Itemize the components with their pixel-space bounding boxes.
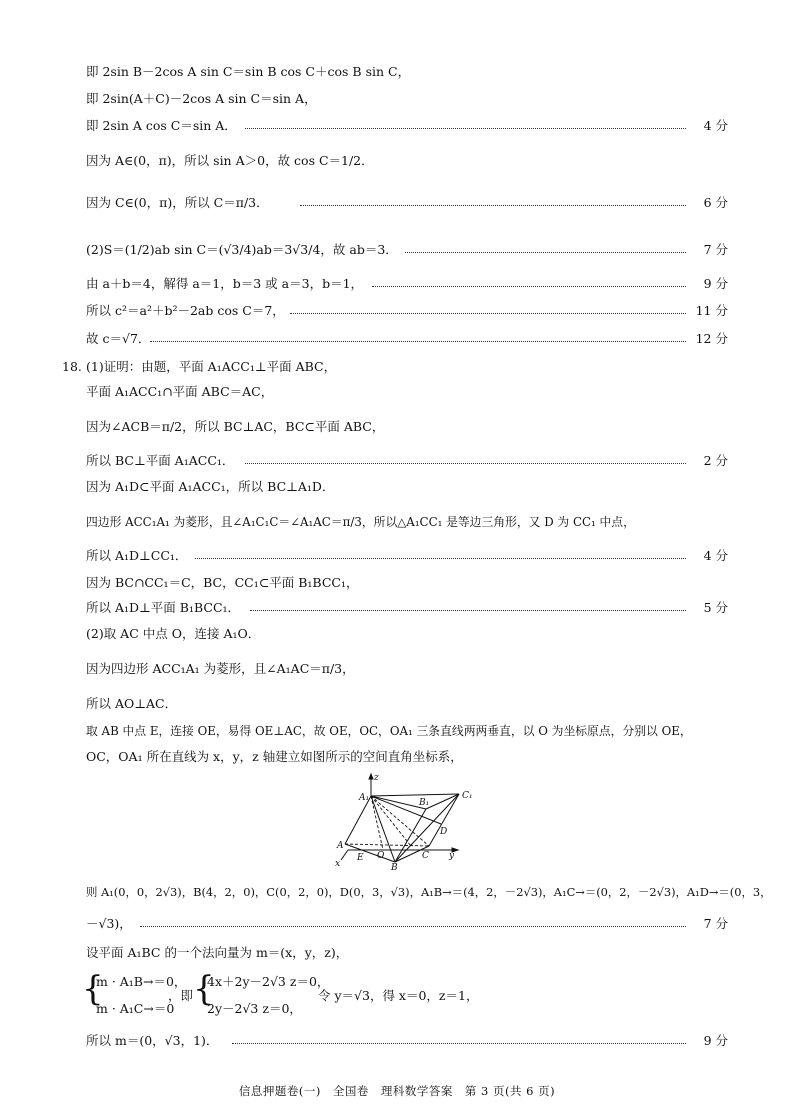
line-26: 设平面 A₁BC 的一个法向量为 m＝(x，y，z)， <box>86 945 349 960</box>
fig-label-e: E <box>357 853 364 863</box>
fig-label-o: O <box>377 851 385 861</box>
fig-label-c: C <box>422 851 429 861</box>
line-27: 所以 m＝(0，√3，1)． <box>86 1033 219 1048</box>
system-left-top: m · A₁B→＝0， <box>96 974 187 989</box>
line-8: 所以 c²＝a²＋b²－2ab cos C＝7， <box>86 303 285 318</box>
fig-label-b1: B₁ <box>419 798 430 808</box>
score-9b: 9 分 <box>703 1033 728 1048</box>
line-1: 即 2sin B－2cos A sin C＝sin B cos C＋cos B sin C， <box>86 64 411 79</box>
fig-label-a1: A₁ <box>359 793 370 803</box>
fig-label-b: B <box>391 863 398 873</box>
dot-leader <box>290 313 686 314</box>
dot-leader <box>195 558 686 559</box>
geometry-figure <box>333 772 483 873</box>
line-14: 因为 A₁D⊂平面 A₁ACC₁，所以 BC⊥A₁D． <box>86 479 335 494</box>
score-6: 6 分 <box>703 195 728 210</box>
line-18: 所以 A₁D⊥平面 B₁BCC₁． <box>86 600 241 615</box>
line-23: OC，OA₁ 所在直线为 x，y，z 轴建立如图所示的空间直角坐标系， <box>86 749 463 764</box>
line-10: (1)证明：由题，平面 A₁ACC₁⊥平面 ABC， <box>86 359 337 374</box>
dot-leader <box>245 463 686 464</box>
score-4b: 4 分 <box>703 548 728 563</box>
score-7b: 7 分 <box>703 916 728 931</box>
fig-label-a: A <box>337 841 344 851</box>
line-7: 由 a＋b＝4，解得 a＝1，b＝3 或 a＝3，b＝1， <box>86 276 364 291</box>
line-21: 所以 AO⊥AC． <box>86 696 178 711</box>
fig-label-z: z <box>374 773 379 783</box>
dot-leader <box>405 252 686 253</box>
page-footer: 信息押题卷(一) 全国卷 理科数学答案 第 3 页(共 6 页) <box>238 1084 556 1098</box>
system-right-top: 4x＋2y－2√3 z＝0， <box>207 974 330 989</box>
fig-label-x: x <box>335 859 341 869</box>
line-25: －√3)， <box>86 916 132 931</box>
line-16: 所以 A₁D⊥CC₁． <box>86 548 188 563</box>
score-12: 12 分 <box>695 331 728 346</box>
line-3: 即 2sin A cos C＝sin A． <box>86 118 237 133</box>
fig-label-d: D <box>440 827 448 837</box>
score-9: 9 分 <box>703 276 728 291</box>
line-20: 因为四边形 ACC₁A₁ 为菱形，且∠A₁AC＝π/3， <box>86 661 355 676</box>
problem-number: 18. <box>62 359 82 374</box>
line-13: 所以 BC⊥平面 A₁ACC₁． <box>86 453 235 468</box>
dot-leader <box>140 926 686 927</box>
dot-leader <box>245 128 686 129</box>
score-4: 4 分 <box>703 118 728 133</box>
dot-leader <box>250 610 686 611</box>
line-9: 故 c＝√7． <box>86 331 151 346</box>
fig-label-c1: C₁ <box>462 791 473 801</box>
score-11: 11 分 <box>695 303 728 318</box>
line-11: 平面 A₁ACC₁∩平面 ABC＝AC， <box>86 384 274 399</box>
dot-leader <box>372 286 686 287</box>
system-left-bottom: m · A₁C→＝0 <box>96 1001 175 1016</box>
line-17: 因为 BC∩CC₁＝C，BC，CC₁⊂平面 B₁BCC₁， <box>86 575 359 590</box>
line-22: 取 AB 中点 E，连接 OE，易得 OE⊥AC，故 OE，OC，OA₁ 三条直线两两垂直，以 O 为坐标原点，分别以 OE， <box>86 724 692 738</box>
dot-leader <box>232 1043 686 1044</box>
left-brace: { <box>82 969 104 1009</box>
score-2: 2 分 <box>703 453 728 468</box>
line-19: (2)取 AC 中点 O，连接 A₁O． <box>86 626 261 641</box>
line-2: 即 2sin(A＋C)－2cos A sin C＝sin A， <box>86 91 317 106</box>
right-brace: { <box>193 969 215 1009</box>
score-7: 7 分 <box>703 242 728 257</box>
fig-label-y: y <box>449 851 455 861</box>
line-4: 因为 A∈(0，π)，所以 sin A＞0，故 cos C＝1/2． <box>86 153 374 168</box>
line-5: 因为 C∈(0，π)，所以 C＝π/3． <box>86 195 269 210</box>
system-mid: ，即 <box>168 988 194 1003</box>
line-6: (2)S＝(1/2)ab sin C＝(√3/4)ab＝3√3/4，故 ab＝3． <box>86 242 398 257</box>
system-tail: 令 y＝√3，得 x＝0，z＝1， <box>318 988 479 1003</box>
score-5: 5 分 <box>703 600 728 615</box>
line-24: 则 A₁(0，0，2√3)，B(4，2，0)，C(0，2，0)，D(0，3，√3)，A₁B→＝(4，2，－2√3)，A₁C→＝(0，2，－2√3)，A₁D→＝(0，3， <box>86 885 772 899</box>
dot-leader <box>150 341 686 342</box>
dot-leader <box>300 205 686 206</box>
line-12: 因为∠ACB＝π/2，所以 BC⊥AC，BC⊂平面 ABC， <box>86 419 385 434</box>
system-right-bottom: 2y－2√3 z＝0， <box>207 1001 302 1016</box>
line-15: 四边形 ACC₁A₁ 为菱形，且∠A₁C₁C＝∠A₁AC＝π/3，所以△A₁CC₁ 是等边三角形，又 D 为 CC₁ 中点， <box>86 515 635 529</box>
